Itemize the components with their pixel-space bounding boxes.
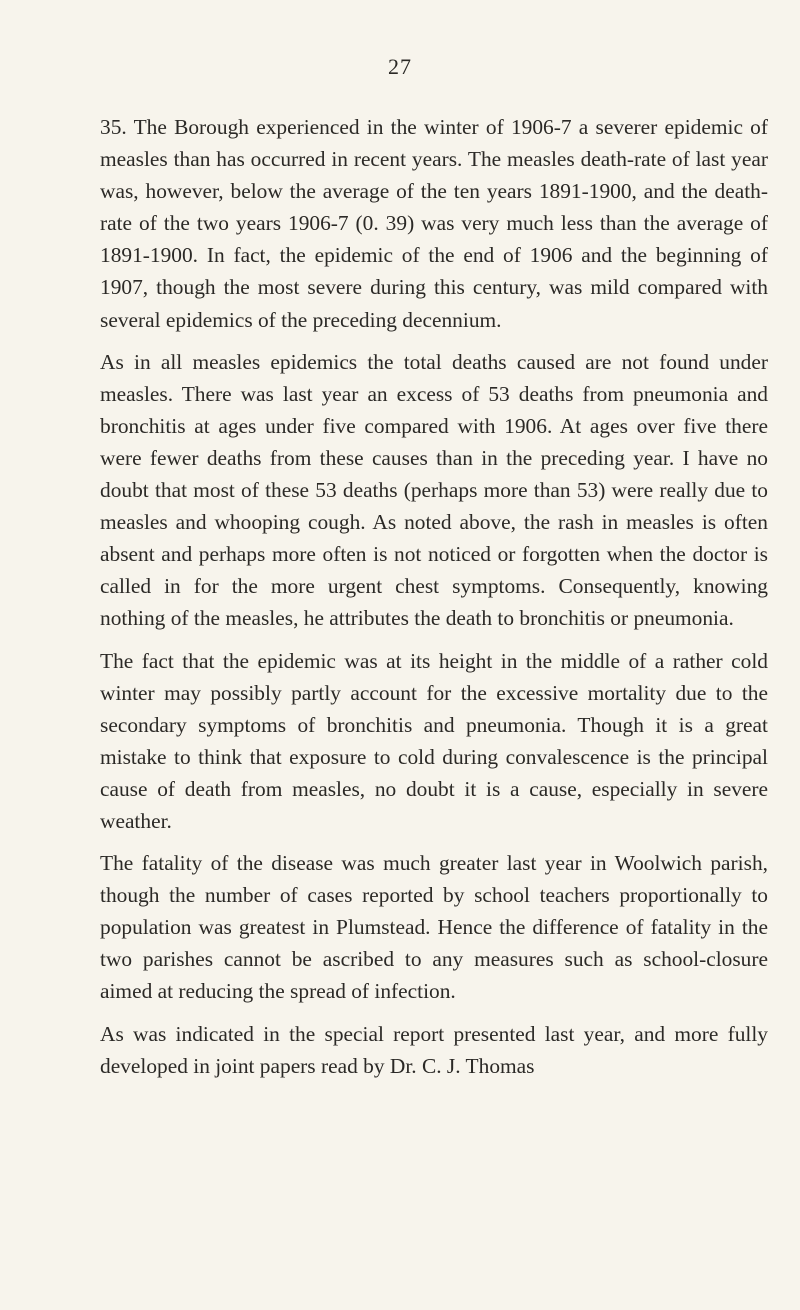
paragraph-35: 35. The Borough experienced in the winter of 1906-7 a severer epidemic of measles than has occurred in recent years. The measles death-rate of last year was, however, below the average of the ten years 1891-1900, and the death-rate of the two years 1906-7 (0. 39) was very much less than the average of 1891-1900. In fact, the epidemic of the end of 1906 and the beginning of 1907, though the most severe during this century, was mild compared with several epidemics of the preceding decennium. [100,115,768,332]
paragraph-measles-deaths: As in all measles epidemics the total deaths caused are not found under measles. There was last year an excess of 53 deaths from pneumonia and bronchitis at ages under five compared with 1906. At ages over five there were fewer deaths from these causes than in the preceding year. I have no doubt that most of these 53 deaths (perhaps more than 53) were really due to measles and whooping cough. As noted above, the rash in measles is often absent and perhaps more often is not noticed or forgotten when the doctor is called in for the more urgent chest symptoms. Consequently, knowing nothing of the measles, he attributes the death to bronchitis or pneumonia. [100,349,768,631]
paragraph-fatality: The fatality of the disease was much greater last year in Woolwich parish, though the number of cases reported by school teachers proportionally to population was greatest in Plumstead. Hence the difference of fatality in the two parishes cannot be ascribed to any measures such as school-closure aimed at reducing the spread of infection. [100,851,768,1004]
paragraph-cold-winter: The fact that the epidemic was at its height in the middle of a rather cold winter may possibly partly account for the excessive mortality due to the secondary symptoms of bronchitis and pneumonia. Though it is a great mistake to think that exposure to cold during convalescence is the principal cause of death from measles, no doubt it is a cause, especially in severe weather. [100,648,768,833]
paragraph-special-report: As was indicated in the special report presented last year, and more fully developed in joint papers read by Dr. C. J. Thomas [100,1021,768,1078]
page-number: 27 [388,54,412,79]
body-text [100,111,768,1082]
